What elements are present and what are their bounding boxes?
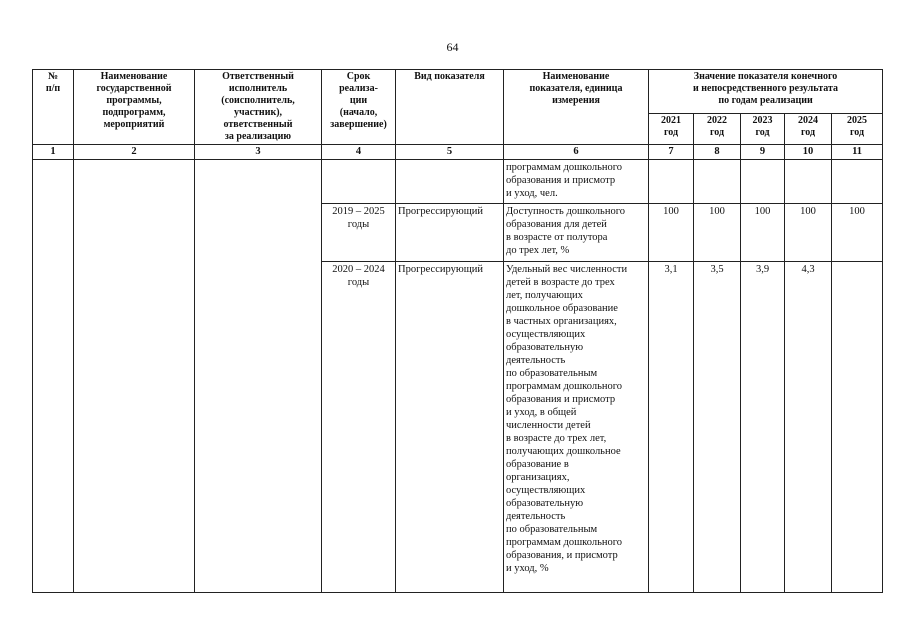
header-year-2024: 2024 год [785, 114, 832, 145]
cell-indicator-name: Доступность дошкольного образования для детей в возрасте от полутора до трех лет, % [504, 204, 649, 262]
cell-value-2023: 3,9 [741, 261, 785, 592]
cell-value-2024 [785, 160, 832, 204]
column-number: 9 [741, 145, 785, 160]
header-indicator-type: Вид показателя [396, 70, 504, 145]
header-values-group: Значение показателя конечного и непосредственного результата по годам реализации [649, 70, 883, 114]
cell-value-2022: 3,5 [694, 261, 741, 592]
cell-value-2025 [832, 261, 883, 592]
header-period: Срок реализа- ции (начало, завершение) [322, 70, 396, 145]
cell-executor [195, 160, 322, 593]
cell-value-2022 [694, 160, 741, 204]
cell-value-2022: 100 [694, 204, 741, 262]
cell-value-2023: 100 [741, 204, 785, 262]
table-row [33, 160, 883, 204]
cell-value-2024: 4,3 [785, 261, 832, 592]
column-number: 5 [396, 145, 504, 160]
header-year-2023: 2023 год [741, 114, 785, 145]
cell-indicator-type [396, 160, 504, 204]
cell-period: 2020 – 2024 годы [322, 261, 396, 592]
column-number-row [33, 145, 883, 160]
column-number: 8 [694, 145, 741, 160]
cell-value-2025: 100 [832, 204, 883, 262]
column-number: 11 [832, 145, 883, 160]
cell-program [74, 160, 195, 593]
header-year-2021: 2021 год [649, 114, 694, 145]
header-number: № п/п [33, 70, 74, 145]
column-number: 7 [649, 145, 694, 160]
header-year-2022: 2022 год [694, 114, 741, 145]
cell-value-2024: 100 [785, 204, 832, 262]
indicators-table [32, 69, 883, 593]
header-executor: Ответственный исполнитель (соисполнитель, участник), ответственный за реализацию [195, 70, 322, 145]
cell-value-2025 [832, 160, 883, 204]
page-number: 64 [446, 40, 459, 54]
cell-value-2021: 3,1 [649, 261, 694, 592]
cell-value-2023 [741, 160, 785, 204]
column-number: 4 [322, 145, 396, 160]
header-indicator-name: Наименование показателя, единица измерения [504, 70, 649, 145]
cell-number [33, 160, 74, 593]
cell-period: 2019 – 2025 годы [322, 204, 396, 262]
header-year-2025: 2025 год [832, 114, 883, 145]
cell-indicator-name: программам дошкольного образования и присмотр и уход, чел. [504, 160, 649, 204]
column-number: 2 [74, 145, 195, 160]
cell-indicator-type: Прогрессирующий [396, 261, 504, 592]
cell-value-2021: 100 [649, 204, 694, 262]
column-number: 10 [785, 145, 832, 160]
cell-indicator-name: Удельный вес численности детей в возрасте до трех лет, получающих дошкольное образование в частных организациях, осуществляющих образовательную деятельность по образовательным программам дошкольного образования и присмотр и уход, в общей численности детей в возрасте до трех лет, получающих дошкольное образование в организациях, осуществляющих образовательную деятельность по образовательным программам дошкольного образования, и присмотр и уход, % [504, 261, 649, 592]
cell-value-2021 [649, 160, 694, 204]
column-number: 6 [504, 145, 649, 160]
column-number: 3 [195, 145, 322, 160]
cell-indicator-type: Прогрессирующий [396, 204, 504, 262]
cell-period [322, 160, 396, 204]
column-number: 1 [33, 145, 74, 160]
header-program: Наименование государственной программы, подпрограмм, мероприятий [74, 70, 195, 145]
